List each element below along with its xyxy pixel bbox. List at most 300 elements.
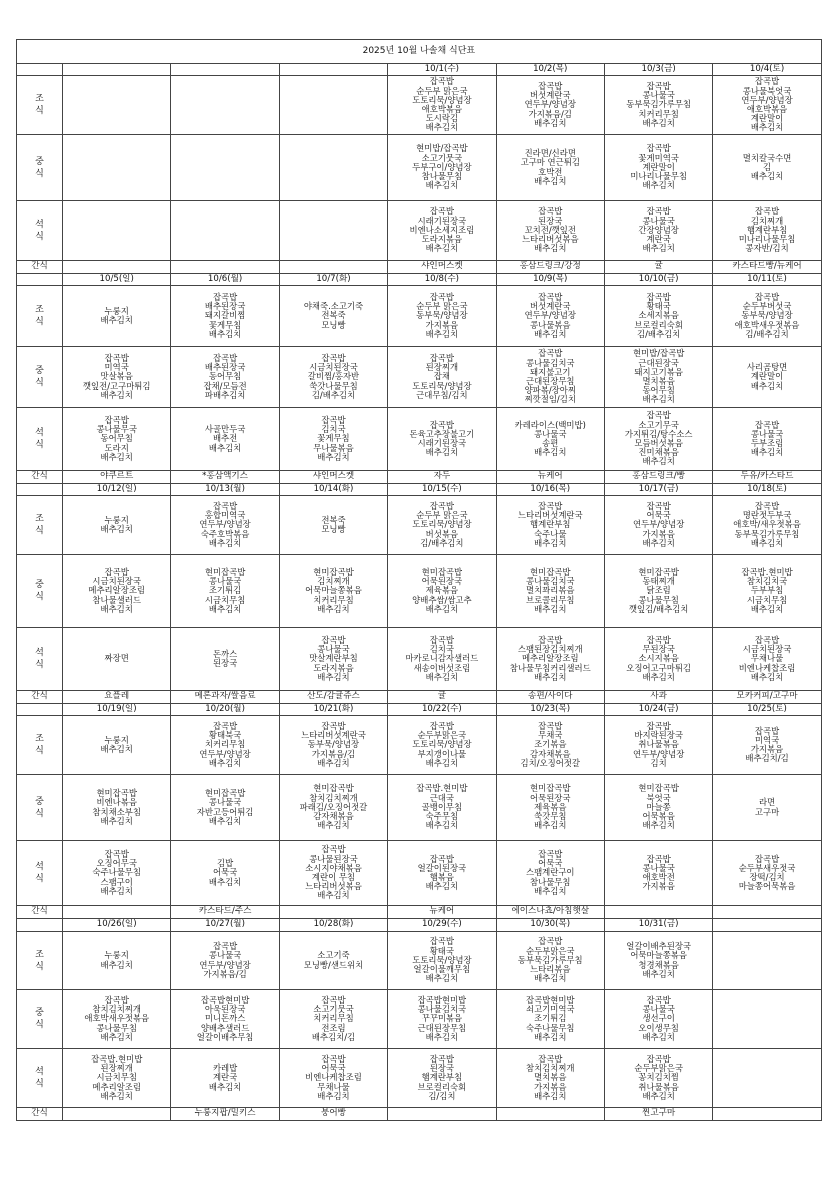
menu-item: 가지볶음/김 <box>528 108 572 119</box>
date-cell: 10/4(토) <box>713 64 821 76</box>
snack-cell: 두유/카스타드 <box>713 471 821 484</box>
menu-item: 도토리묵/양념장 <box>412 380 472 391</box>
menu-item: 참치김치찌개 <box>92 1004 141 1015</box>
menu-item: 잡곡밥 <box>538 500 563 511</box>
menu-item: 전조림 <box>321 1022 346 1033</box>
meal-cell <box>713 135 821 201</box>
meal-label-char: 석 <box>35 648 44 658</box>
meal-cell <box>604 286 712 347</box>
meal-cell <box>713 201 821 261</box>
menu-item: 잡곡밥 <box>212 941 238 952</box>
menu-item: 된장찌개 <box>100 1063 133 1074</box>
menu-item: 잡곡밥 <box>104 566 129 577</box>
menu-item: 참치김치국 <box>746 576 788 587</box>
meal-cell <box>63 286 171 347</box>
menu-item: 얼갈이배추무침 <box>196 1031 254 1042</box>
menu-item: 잡곡밥 <box>429 419 454 430</box>
meal-label-snack: 간식 <box>17 906 63 919</box>
menu-item: 연두부/양념장 <box>632 748 685 759</box>
menu-item: 시래기된장국 <box>417 215 467 226</box>
menu-item: 근대된장무침 <box>525 376 575 386</box>
menu-item: 김치 <box>650 757 667 768</box>
menu-item: 배추김치 <box>750 171 784 182</box>
menu-item: 배추김치 <box>642 180 675 191</box>
menu-item: 치커리무침 <box>204 739 246 750</box>
meal-cell <box>388 628 496 691</box>
menu-item: 카레밥 <box>212 1063 238 1074</box>
menu-item: 어묵마늘쫑볶음 <box>305 585 362 596</box>
menu-item: 계란국 <box>212 1072 238 1083</box>
menu-item: 잡곡밥 <box>538 720 563 731</box>
menu-item: 배추김치 <box>317 451 350 462</box>
meal-cell <box>604 555 712 628</box>
meal-label-char: 조 <box>35 514 44 524</box>
menu-item: 연두부/양념장 <box>199 519 251 530</box>
meal-cell <box>604 408 712 471</box>
menu-item: 순두부버섯국 <box>742 301 792 312</box>
menu-item: 순두부 맑은국 <box>416 510 468 521</box>
menu-item: 얼갈이물깨무침 <box>413 964 471 975</box>
meal-label-char: 식 <box>35 1079 44 1089</box>
meal-label-breakfast <box>17 932 63 990</box>
menu-item: 모듬버섯볶음 <box>634 438 683 448</box>
meal-cell <box>604 135 712 201</box>
menu-item: 잡곡밥 <box>646 720 671 731</box>
menu-item: 비엔나케찹조림 <box>305 1072 362 1083</box>
menu-item: 야채죽.소고기죽 <box>303 301 364 312</box>
date-cell: 10/1(수) <box>388 64 496 76</box>
meal-cell <box>63 408 171 471</box>
menu-item: 스팸된장김치찌개 <box>517 644 583 655</box>
menu-item: 진라면/신라면 <box>524 148 576 159</box>
menu-item: 숙주무침 <box>425 811 459 822</box>
snack-cell: 홍삼드링크/강정 <box>496 261 604 274</box>
meal-cell <box>496 628 604 691</box>
menu-item: 멸치볶음 <box>534 1072 567 1083</box>
menu-item: 계란말이 <box>642 161 675 172</box>
menu-item: 느타리버섯볶음 <box>521 234 579 245</box>
menu-item: 잡곡밥 <box>429 1053 454 1064</box>
menu-item: 황태국 <box>646 301 671 312</box>
menu-item: 배추김치 <box>317 1090 350 1101</box>
snack-cell <box>63 906 171 919</box>
meal-cell <box>279 932 387 990</box>
meal-cell <box>604 716 712 775</box>
menu-item: 황태북국 <box>208 730 242 741</box>
date-cell <box>279 64 387 76</box>
menu-item: 시금치무침 <box>204 594 246 605</box>
menu-item: 잡곡밥 <box>754 419 780 430</box>
date-cell: 10/17(금) <box>604 484 712 496</box>
meal-label-breakfast <box>17 496 63 555</box>
meal-cell <box>279 841 387 906</box>
menu-item: 조기튀김 <box>208 585 242 596</box>
meal-cell <box>388 286 496 347</box>
menu-item: 김 <box>762 161 772 172</box>
menu-item: 무나물볶음 <box>313 442 354 453</box>
meal-cell <box>388 716 496 775</box>
menu-item: 잡채 <box>433 371 450 382</box>
menu-item: 콩나물국 <box>642 90 675 101</box>
menu-item: 느타리버섯계란국 <box>517 510 583 521</box>
menu-item: 비엔나소세지조림 <box>409 224 475 235</box>
meal-label-char: 조 <box>35 305 44 315</box>
menu-item: 소시지야채볶음 <box>305 862 362 873</box>
meal-cell <box>63 201 171 261</box>
menu-item: 파래김/오징어젓갈 <box>299 801 368 812</box>
menu-item: 콩나물국 <box>642 1004 675 1015</box>
meal-cell <box>171 775 279 841</box>
meal-cell <box>63 716 171 775</box>
menu-item: 미나리나물무침 <box>630 171 687 182</box>
meal-cell <box>388 1049 496 1108</box>
menu-item: 연두부/양념장 <box>199 959 251 970</box>
menu-item: 배추김치 <box>642 243 675 254</box>
menu-item: 잡곡밥 <box>212 500 238 511</box>
date-cell: 10/29(수) <box>388 919 496 932</box>
menu-item: 가지볶음/김 <box>311 748 356 759</box>
menu-item: 애호박볶음 <box>746 104 788 114</box>
date-cell: 10/18(토) <box>713 484 821 496</box>
snack-cell: 요플레 <box>63 691 171 704</box>
menu-item: 고구마 연근튀김 <box>520 157 580 168</box>
meal-label-breakfast <box>17 286 63 347</box>
menu-item: 조기튀김 <box>534 1013 567 1024</box>
meal-cell <box>279 1049 387 1108</box>
menu-item: 순두부맑은국 <box>417 730 467 741</box>
snack-cell: 사과 <box>604 691 712 704</box>
menu-item: 파배추김치 <box>204 389 246 400</box>
menu-item: 장떡/김치 <box>749 872 785 882</box>
menu-item: 동부묵/양념장 <box>307 739 360 750</box>
menu-item: 동부묵김가루무침 <box>517 954 583 965</box>
meal-label-dinner <box>17 841 63 906</box>
menu-item: 잡곡밥 <box>538 848 563 859</box>
menu-item: 계란국 <box>646 234 671 245</box>
menu-item: 배추김치 <box>317 671 350 682</box>
menu-item: 오징어무국 <box>96 858 137 869</box>
date-cell: 10/24(금) <box>604 704 712 716</box>
menu-item: 생선구이 <box>642 1013 675 1024</box>
menu-item: 비엔나볶음 <box>96 797 137 808</box>
menu-item: 애호박전 <box>642 872 675 882</box>
menu-item: 꽃게미역국 <box>638 152 679 163</box>
snack-cell: 에이스나쵸/아침햇살 <box>496 906 604 919</box>
menu-item: 김치/오징어젓갈 <box>520 757 580 768</box>
meal-cell <box>63 841 171 906</box>
menu-item: 애호박새우젓볶음 <box>84 1013 150 1024</box>
meal-cell <box>388 76 496 135</box>
menu-item: 잡곡밥 <box>646 994 671 1005</box>
menu-item: 계란이 무침 <box>311 872 356 882</box>
meal-cell <box>604 932 712 990</box>
snack-cell: 송편/사이다 <box>496 691 604 704</box>
menu-item: 누룽지 <box>104 734 129 745</box>
menu-item: 제육볶음 <box>425 585 459 596</box>
meal-cell <box>604 201 712 261</box>
menu-item: 콩자반/김치 <box>745 243 789 254</box>
meal-label-char: 식 <box>35 231 44 242</box>
menu-item: 무된장국 <box>642 644 675 655</box>
menu-item: 배추김치 <box>317 603 350 614</box>
menu-item: 잡곡밥 <box>321 720 346 731</box>
menu-item: 브로컬리숙회 <box>634 319 683 330</box>
menu-item: 시금치무침 <box>746 594 788 605</box>
menu-item: 배추김치/김 <box>745 753 789 764</box>
meal-label-char: 중 <box>35 580 44 590</box>
menu-item: 배추김치 <box>642 394 675 405</box>
snack-cell: 누룽지팝/밀키스 <box>171 1108 279 1121</box>
menu-item: 배추김치 <box>100 524 133 534</box>
menu-item: 시래기된장국 <box>417 438 467 448</box>
meal-cell <box>279 775 387 841</box>
snack-cell: 카스타드빵/뉴케어 <box>713 261 821 274</box>
meal-cell <box>496 286 604 347</box>
snack-cell: 모카커피/고구마 <box>713 691 821 704</box>
menu-item: 황태국 <box>429 945 454 956</box>
menu-item: 동부묵/양념장 <box>741 310 793 321</box>
menu-item: 배추김치 <box>208 815 242 826</box>
meal-cell <box>388 775 496 841</box>
menu-item: 숙주나물무침 <box>92 867 141 878</box>
menu-item: 잡곡밥 <box>754 853 780 864</box>
menu-item: 버섯계란국 <box>530 301 571 312</box>
menu-item: 김치찌개 <box>317 576 350 587</box>
menu-item: 카레라이스(백미밥) <box>514 419 586 430</box>
menu-item: 가지볶음 <box>534 1081 567 1092</box>
menu-item: 감자채볶음 <box>530 748 571 759</box>
menu-item: 근대된장무침 <box>417 1022 467 1033</box>
menu-item: 애호박볶음 <box>421 104 463 114</box>
corner-cell <box>17 704 63 716</box>
menu-item: 마카로니감자샐러드 <box>405 653 479 664</box>
meal-cell <box>171 932 279 990</box>
menu-item: 잡곡밥 <box>754 634 780 645</box>
menu-item: 콩나물볶음 <box>530 319 571 330</box>
meal-cell <box>171 555 279 628</box>
meal-cell <box>171 76 279 135</box>
meal-cell <box>388 841 496 906</box>
menu-item: 누룽지 <box>104 305 129 316</box>
meal-cell <box>171 841 279 906</box>
menu-item: 치커리무침 <box>313 1013 354 1024</box>
menu-item: 잡곡밥 <box>104 414 129 425</box>
menu-item: 잡곡밥 <box>104 848 129 859</box>
menu-item: 잡곡밥 <box>429 720 454 731</box>
menu-item: 꽃게무침 <box>208 319 242 330</box>
meal-label-char: 식 <box>35 526 44 536</box>
menu-item: 잡곡밥 <box>538 80 563 91</box>
menu-item: 꽃게무침 <box>317 433 350 444</box>
menu-item: 메추리알조림 <box>92 1081 141 1092</box>
menu-item: 도토리묵/양념장 <box>412 739 472 750</box>
meal-plan-table <box>16 39 822 1121</box>
meal-label-breakfast <box>17 76 63 135</box>
snack-cell <box>63 261 171 274</box>
menu-item: 가지볶음/김 <box>203 968 247 979</box>
menu-item: 두부조림 <box>750 438 784 448</box>
menu-item: 스팸계란구이 <box>525 867 575 878</box>
meal-cell <box>388 347 496 408</box>
meal-cell <box>496 408 604 471</box>
menu-item: 숙주나물 <box>534 528 567 539</box>
meal-label-char: 식 <box>35 1020 44 1030</box>
menu-item: 애호박새우젓볶음 <box>734 319 800 330</box>
menu-item: 배추김치 <box>642 117 675 128</box>
menu-item: 연두부/양념장 <box>632 519 685 530</box>
menu-item: 배추김치 <box>100 1090 133 1101</box>
menu-item: 배추김치/김 <box>311 1031 356 1042</box>
meal-cell <box>604 347 712 408</box>
meal-label-snack: 간식 <box>17 691 63 704</box>
menu-item: 쑥갓무침 <box>534 811 567 822</box>
menu-item: 된장국 <box>429 1063 454 1074</box>
menu-item: 순두부맑은국 <box>634 1063 683 1074</box>
menu-item: 배추김치 <box>534 537 567 548</box>
menu-item: 배추김치 <box>534 1090 567 1101</box>
meal-cell <box>171 201 279 261</box>
menu-item: 배추김치 <box>425 671 459 682</box>
snack-cell <box>496 1108 604 1121</box>
corner-cell <box>17 64 63 76</box>
menu-item: 잡곡밥 <box>538 1053 563 1064</box>
menu-item: 미나리나물무침 <box>738 234 796 245</box>
menu-item: 어묵된장국 <box>530 792 571 803</box>
menu-item: 치커리무침 <box>638 108 679 119</box>
menu-item: 소고기무국 <box>638 419 679 430</box>
menu-item: 모닝빵 <box>321 524 346 534</box>
menu-item: 잡곡밥 <box>646 634 671 645</box>
meal-label-char: 식 <box>35 106 44 116</box>
menu-item: 오이생무침 <box>638 1022 679 1033</box>
snack-cell: 샤인머스켓 <box>279 471 387 484</box>
menu-item: 마늘쫑어묵볶음 <box>738 881 796 892</box>
date-cell: 10/11(토) <box>713 274 821 286</box>
menu-item: 무채국 <box>538 730 563 741</box>
date-cell: 10/10(금) <box>604 274 712 286</box>
menu-item: 참나물무침 <box>530 876 571 887</box>
menu-item: 잡곡밥 <box>754 206 780 217</box>
meal-cell <box>496 1049 604 1108</box>
menu-item: 어묵국 <box>321 1063 346 1074</box>
menu-item: 현미밥/잡곡밥 <box>416 143 468 154</box>
date-cell: 10/20(월) <box>171 704 279 716</box>
meal-cell <box>63 76 171 135</box>
menu-item: 잡곡밥.현미밥 <box>416 783 468 794</box>
menu-item: 동태찌개 <box>642 576 675 587</box>
meal-label-lunch <box>17 135 63 201</box>
menu-item: 배추김치 <box>642 1090 675 1101</box>
menu-item: 잡곡밥 <box>538 348 563 359</box>
meal-cell <box>279 201 387 261</box>
meal-label-char: 식 <box>35 440 44 450</box>
meal-label-dinner <box>17 201 63 261</box>
date-cell: 10/6(월) <box>171 274 279 286</box>
menu-item: 쇠고기미역국 <box>525 1004 575 1015</box>
meal-cell <box>713 716 821 775</box>
menu-item: 잡곡밥 <box>104 352 129 363</box>
menu-item: 된장국 <box>538 215 563 226</box>
menu-item: 어묵된장국 <box>421 576 463 587</box>
menu-item: 양배추쌈/쌈고추 <box>412 594 472 605</box>
meal-cell <box>171 496 279 555</box>
menu-item: 김치찌개 <box>750 215 784 226</box>
menu-item: 배추김치 <box>100 959 133 970</box>
meal-label-snack: 간식 <box>17 261 63 274</box>
menu-item: 근대된장국 <box>638 357 679 368</box>
snack-cell: 찐고구마 <box>604 1108 712 1121</box>
menu-item: 잡곡밥 <box>212 291 238 302</box>
menu-item: 홍합미역국 <box>204 510 246 521</box>
menu-item: 잡곡밥 <box>429 206 454 217</box>
meal-cell <box>604 841 712 906</box>
menu-item: 느타리버섯계란국 <box>301 730 366 741</box>
meal-label-char: 식 <box>35 874 44 884</box>
date-cell <box>63 64 171 76</box>
menu-item: 잡곡밥현미밥 <box>525 994 575 1005</box>
menu-item: 골뱅이무침 <box>421 801 463 812</box>
menu-item: 잡곡밥 <box>429 76 454 87</box>
meal-cell <box>713 76 821 135</box>
menu-item: 햄계란부침 <box>746 224 788 235</box>
menu-item: 어묵마늘쫑볶음 <box>630 950 687 961</box>
menu-item: 햄계란부침 <box>530 519 571 530</box>
menu-item: 어묵볶음 <box>642 811 675 822</box>
meal-label-lunch <box>17 990 63 1049</box>
menu-item: 도라지볶음 <box>313 662 354 673</box>
meal-cell <box>63 932 171 990</box>
snack-cell: *홍삼액기스 <box>171 471 279 484</box>
menu-item: 누룽지 <box>104 514 129 525</box>
corner-cell <box>17 484 63 496</box>
meal-cell <box>388 990 496 1049</box>
menu-item: 현미잡곡밥 <box>421 566 463 577</box>
menu-item: 참나물무침커리샐러드 <box>509 662 591 673</box>
snack-cell: 뉴케어 <box>388 906 496 919</box>
menu-item: 배추김치 <box>750 122 784 133</box>
menu-item: 배추김치 <box>100 815 133 826</box>
meal-cell <box>171 286 279 347</box>
snack-cell <box>388 1108 496 1121</box>
date-cell <box>713 919 821 932</box>
menu-item: 잡곡밥 <box>538 291 563 302</box>
menu-item: 모닝빵/샌드위치 <box>303 959 364 970</box>
meal-cell <box>604 628 712 691</box>
menu-item: 잡곡밥 <box>646 206 671 217</box>
meal-label-snack: 간식 <box>17 1108 63 1121</box>
snack-cell: 카스타드/주스 <box>171 906 279 919</box>
menu-item: 근대국 <box>429 792 454 803</box>
meal-cell <box>713 628 821 691</box>
menu-item: 배추김치 <box>642 820 675 831</box>
menu-item: 잡곡밥 <box>538 936 563 947</box>
menu-item: 콩나물국 <box>208 797 242 808</box>
menu-item: 콩나물김치국 <box>417 1004 467 1015</box>
menu-item: 맛살계란부침 <box>309 653 358 664</box>
menu-item: 잡곡밥현미밥 <box>417 994 467 1005</box>
menu-item: 참치김치찌개 <box>309 792 358 803</box>
meal-cell <box>713 932 821 990</box>
menu-item: 동어무침 <box>208 371 242 382</box>
snack-cell <box>604 906 712 919</box>
menu-item: 버섯계란국 <box>530 90 571 101</box>
menu-item: 돼지고기볶음 <box>634 366 683 377</box>
meal-cell <box>496 990 604 1049</box>
menu-item: 어묵국 <box>212 867 238 878</box>
menu-item: 배추김치 <box>317 757 350 768</box>
meal-cell <box>63 775 171 841</box>
menu-item: 갈비찜/홍자반 <box>307 371 360 382</box>
